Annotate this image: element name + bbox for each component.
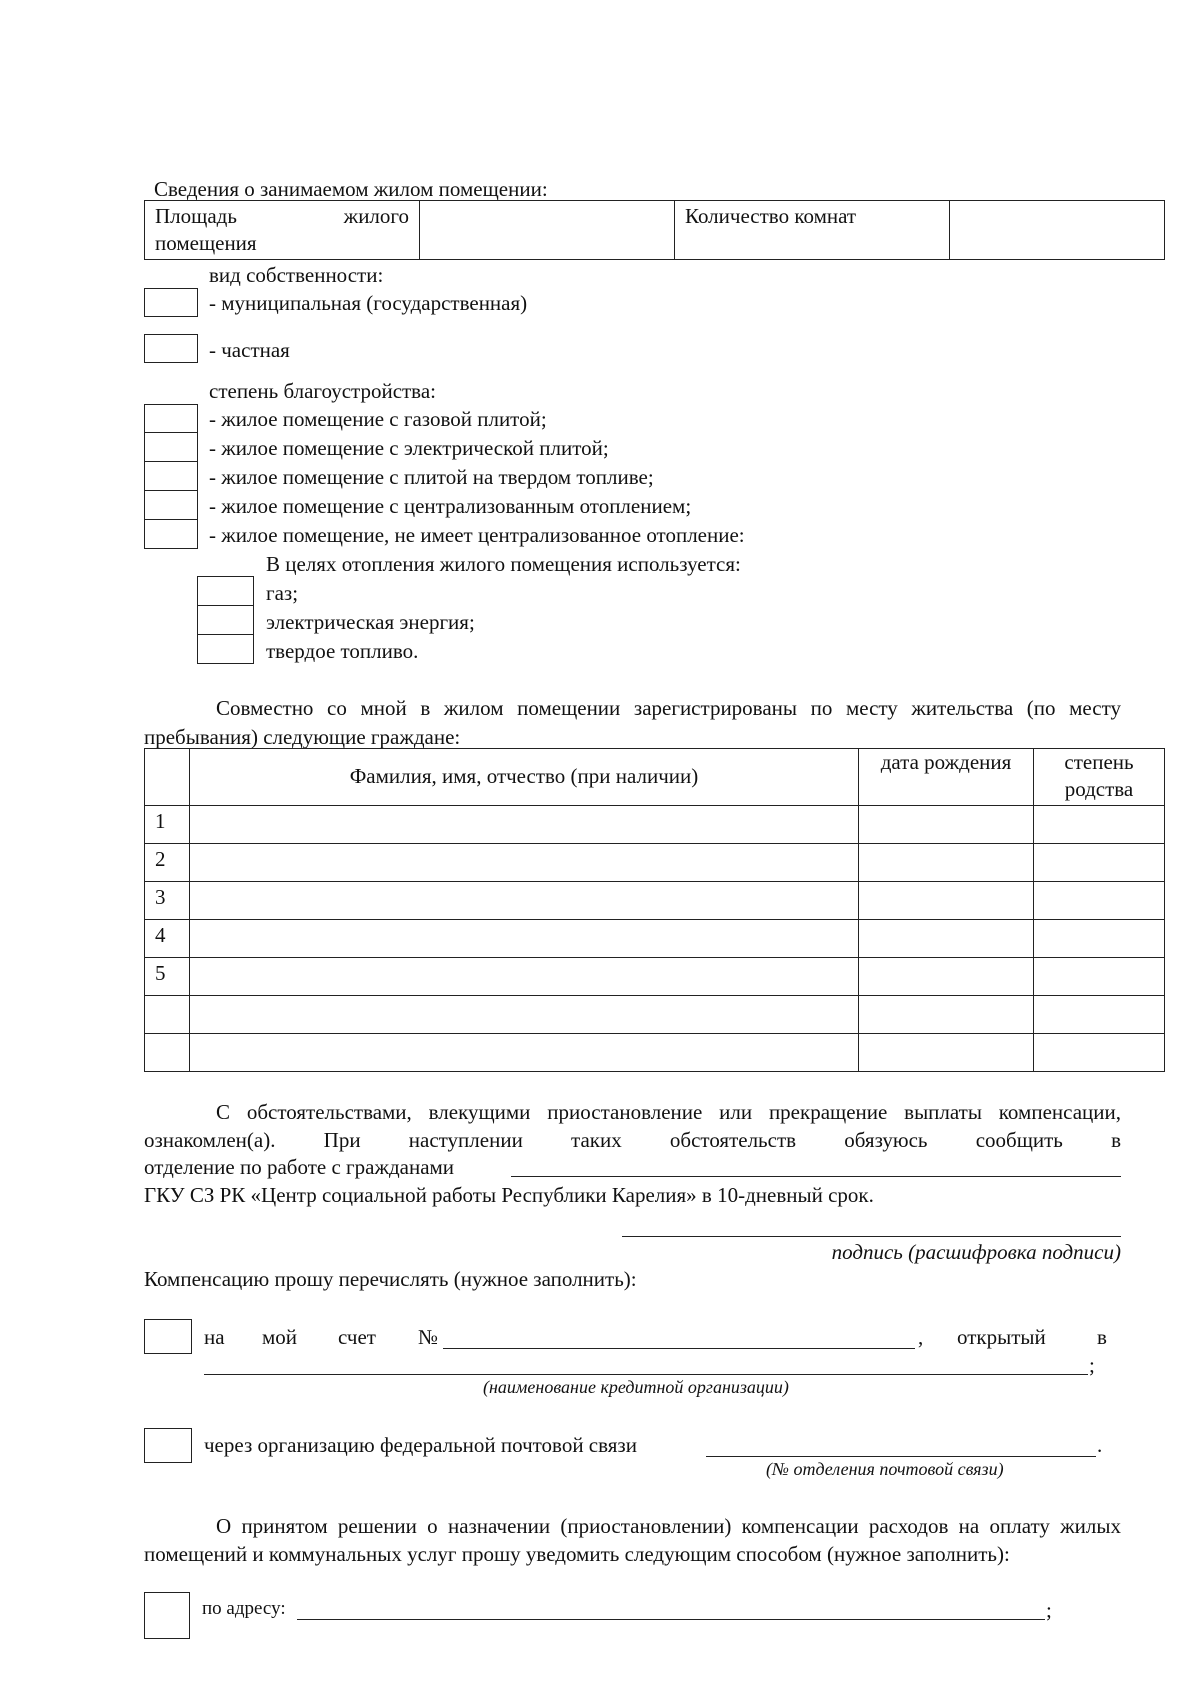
ownership-municipal-checkbox[interactable] bbox=[144, 288, 198, 317]
residents-intro: Совместно со мной в жилом помещении зарегистрированы по месту жительства (по месту пребывания) следующие граждане: bbox=[144, 696, 1121, 749]
notice-department-label: отделение по работе с гражданами bbox=[144, 1155, 455, 1179]
resident-relation-cell[interactable] bbox=[1034, 920, 1165, 958]
resident-birth-cell[interactable] bbox=[859, 1034, 1034, 1072]
post-label: через организацию федеральной почтовой связи bbox=[204, 1433, 637, 1457]
resident-relation-cell[interactable] bbox=[1034, 882, 1165, 920]
ownership-label: вид собственности: bbox=[209, 263, 384, 287]
residents-header-num bbox=[145, 749, 190, 806]
table-row bbox=[145, 882, 1165, 920]
amenity-gas-stove-label: - жилое помещение с газовой плитой; bbox=[209, 407, 547, 431]
account-word-schet: счет bbox=[338, 1325, 376, 1349]
resident-birth-cell[interactable] bbox=[859, 882, 1034, 920]
signature-line[interactable] bbox=[622, 1236, 1121, 1237]
signature-caption: подпись (расшифровка подписи) bbox=[831, 1240, 1121, 1264]
amenity-electric-stove-checkbox[interactable] bbox=[144, 432, 198, 462]
account-opened-word: открытый bbox=[957, 1325, 1046, 1349]
amenity-central-heating-checkbox[interactable] bbox=[144, 490, 198, 520]
address-end: ; bbox=[1046, 1598, 1052, 1622]
resident-name-cell[interactable] bbox=[190, 958, 859, 996]
resident-name-cell[interactable] bbox=[190, 920, 859, 958]
row-number: 3 bbox=[145, 882, 190, 920]
address-input-line[interactable] bbox=[297, 1619, 1045, 1620]
notice-deadline: ГКУ СЗ РК «Центр социальной работы Республики Карелия» в 10-дневный срок. bbox=[144, 1183, 874, 1207]
account-word-moi: мой bbox=[262, 1325, 298, 1349]
bank-semicolon: ; bbox=[1089, 1353, 1095, 1377]
post-office-input-line[interactable] bbox=[706, 1456, 1096, 1457]
table-row bbox=[145, 958, 1165, 996]
table-row bbox=[145, 920, 1165, 958]
resident-name-cell[interactable] bbox=[190, 806, 859, 844]
table-row bbox=[145, 844, 1165, 882]
resident-relation-cell[interactable] bbox=[1034, 1034, 1165, 1072]
residents-header-relation bbox=[1034, 749, 1165, 806]
row-number bbox=[145, 996, 190, 1034]
area-input-cell[interactable] bbox=[420, 201, 675, 260]
table-row bbox=[145, 1034, 1165, 1072]
amenity-no-central-heating-label: - жилое помещение, не имеет централизованное отопление: bbox=[209, 523, 745, 547]
heating-solid-fuel-checkbox[interactable] bbox=[197, 634, 254, 664]
bank-caption: (наименование кредитной организации) bbox=[483, 1377, 789, 1397]
payment-post-checkbox[interactable] bbox=[144, 1428, 192, 1463]
table-row bbox=[145, 996, 1165, 1034]
notice-para: С обстоятельствами, влекущими приостановление или прекращение выплаты компенсации, ознакомлен(а). При наступлении таких обстоятельств обязуюсь сообщить в bbox=[144, 1100, 1121, 1152]
department-input-line[interactable] bbox=[511, 1176, 1121, 1177]
payment-account-checkbox[interactable] bbox=[144, 1319, 192, 1354]
residents-header-name bbox=[190, 749, 859, 806]
account-number-sign: № bbox=[418, 1325, 439, 1349]
heating-gas-checkbox[interactable] bbox=[197, 576, 254, 606]
ownership-private-label: - частная bbox=[209, 338, 290, 362]
row-number: 5 bbox=[145, 958, 190, 996]
heating-label: В целях отопления жилого помещения используется: bbox=[266, 552, 741, 576]
heating-gas-label: газ; bbox=[266, 581, 299, 605]
resident-name-cell[interactable] bbox=[190, 996, 859, 1034]
resident-name-cell[interactable] bbox=[190, 1034, 859, 1072]
decision-para: О принятом решении о назначении (приостановлении) компенсации расходов на оплату жилых помещений и коммунальных услуг прошу уведомить следующим способом (нужное заполнить): bbox=[144, 1514, 1121, 1566]
resident-birth-cell[interactable] bbox=[859, 920, 1034, 958]
amenity-solid-fuel-label: - жилое помещение с плитой на твердом топливе; bbox=[209, 465, 654, 489]
account-in-word: в bbox=[1097, 1325, 1107, 1349]
area-label: Площадь жилого помещения bbox=[155, 204, 409, 255]
resident-relation-cell[interactable] bbox=[1034, 996, 1165, 1034]
col-birth-label: дата рождения bbox=[880, 750, 1012, 774]
resident-relation-cell[interactable] bbox=[1034, 958, 1165, 996]
heating-electric-label: электрическая энергия; bbox=[266, 610, 475, 634]
resident-birth-cell[interactable] bbox=[859, 806, 1034, 844]
area-label-cell bbox=[145, 201, 420, 260]
amenity-no-central-heating-checkbox[interactable] bbox=[144, 519, 198, 549]
resident-birth-cell[interactable] bbox=[859, 996, 1034, 1034]
ownership-municipal-label: - муниципальная (государственная) bbox=[209, 291, 528, 315]
resident-name-cell[interactable] bbox=[190, 882, 859, 920]
rooms-input-cell[interactable] bbox=[950, 201, 1165, 260]
table-row bbox=[145, 806, 1165, 844]
residents-table bbox=[144, 748, 1165, 1072]
bank-name-input-line[interactable] bbox=[204, 1374, 1088, 1375]
resident-relation-cell[interactable] bbox=[1034, 806, 1165, 844]
row-number: 2 bbox=[145, 844, 190, 882]
row-number: 1 bbox=[145, 806, 190, 844]
resident-birth-cell[interactable] bbox=[859, 844, 1034, 882]
rooms-label-cell bbox=[675, 201, 950, 260]
amenity-central-heating-label: - жилое помещение с централизованным отоплением; bbox=[209, 494, 692, 518]
col-relation-label: степень родства bbox=[1064, 750, 1134, 801]
ownership-private-checkbox[interactable] bbox=[144, 334, 198, 363]
housing-title: Сведения о занимаемом жилом помещении: bbox=[154, 177, 548, 201]
residents-header-birth bbox=[859, 749, 1034, 806]
heating-electric-checkbox[interactable] bbox=[197, 605, 254, 635]
decision-address-checkbox[interactable] bbox=[144, 1592, 190, 1639]
payment-title: Компенсацию прошу перечислять (нужное заполнить): bbox=[144, 1267, 637, 1291]
housing-table bbox=[144, 200, 1165, 260]
account-number-input-line[interactable] bbox=[443, 1348, 915, 1349]
resident-name-cell[interactable] bbox=[190, 844, 859, 882]
amenity-solid-fuel-checkbox[interactable] bbox=[144, 461, 198, 491]
post-end: . bbox=[1097, 1433, 1103, 1457]
rooms-label: Количество комнат bbox=[685, 204, 857, 228]
amenities-label: степень благоустройства: bbox=[209, 379, 436, 403]
account-word-na: на bbox=[204, 1325, 225, 1349]
resident-relation-cell[interactable] bbox=[1034, 844, 1165, 882]
account-comma: , bbox=[918, 1325, 924, 1349]
row-number bbox=[145, 1034, 190, 1072]
post-caption: (№ отделения почтовой связи) bbox=[766, 1459, 1004, 1479]
heating-solid-fuel-label: твердое топливо. bbox=[266, 639, 419, 663]
resident-birth-cell[interactable] bbox=[859, 958, 1034, 996]
col-name-label: Фамилия, имя, отчество (при наличии) bbox=[349, 764, 699, 789]
amenity-gas-stove-checkbox[interactable] bbox=[144, 404, 198, 434]
address-label: по адресу: bbox=[202, 1598, 286, 1619]
row-number: 4 bbox=[145, 920, 190, 958]
amenity-electric-stove-label: - жилое помещение с электрической плитой; bbox=[209, 436, 609, 460]
